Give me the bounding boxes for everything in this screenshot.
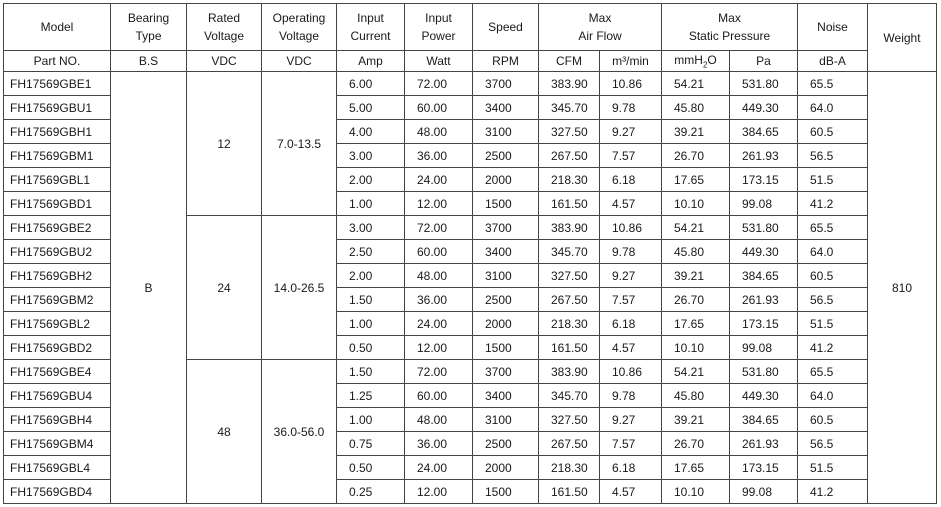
cell-m3-min: 9.78	[600, 240, 662, 264]
unit-operating-voltage: VDC	[262, 51, 337, 72]
cell-noise: 60.5	[798, 408, 868, 432]
cell-pa: 261.93	[730, 144, 798, 168]
cell-m3-min: 6.18	[600, 456, 662, 480]
cell-cfm: 345.70	[539, 96, 600, 120]
cell-part-no: FH17569GBD1	[4, 192, 111, 216]
cell-speed: 2000	[473, 168, 539, 192]
cell-rated-voltage: 12	[187, 72, 262, 216]
unit-part-no: Part NO.	[4, 51, 111, 72]
cell-speed: 1500	[473, 480, 539, 504]
cell-pa: 261.93	[730, 432, 798, 456]
cell-part-no: FH17569GBD2	[4, 336, 111, 360]
header-model: Model	[4, 4, 111, 51]
cell-input-current: 0.50	[337, 336, 405, 360]
cell-part-no: FH17569GBE4	[4, 360, 111, 384]
cell-rated-voltage: 24	[187, 216, 262, 360]
cell-cfm: 327.50	[539, 264, 600, 288]
cell-input-current: 3.00	[337, 216, 405, 240]
cell-cfm: 267.50	[539, 432, 600, 456]
cell-m3-min: 10.86	[600, 216, 662, 240]
cell-part-no: FH17569GBU1	[4, 96, 111, 120]
cell-noise: 56.5	[798, 144, 868, 168]
cell-pa: 384.65	[730, 120, 798, 144]
cell-mmh2o: 10.10	[662, 192, 730, 216]
cell-speed: 3100	[473, 264, 539, 288]
cell-input-power: 36.00	[405, 288, 473, 312]
cell-input-current: 1.00	[337, 312, 405, 336]
cell-input-current: 0.25	[337, 480, 405, 504]
cell-cfm: 345.70	[539, 240, 600, 264]
cell-bearing-type: B	[111, 72, 187, 504]
cell-m3-min: 4.57	[600, 336, 662, 360]
cell-operating-voltage: 14.0-26.5	[262, 216, 337, 360]
cell-input-power: 48.00	[405, 120, 473, 144]
cell-speed: 3400	[473, 96, 539, 120]
cell-speed: 2500	[473, 144, 539, 168]
cell-cfm: 161.50	[539, 192, 600, 216]
cell-speed: 3400	[473, 384, 539, 408]
cell-noise: 65.5	[798, 72, 868, 96]
cell-cfm: 218.30	[539, 312, 600, 336]
unit-speed: RPM	[473, 51, 539, 72]
cell-input-power: 36.00	[405, 144, 473, 168]
cell-m3-min: 6.18	[600, 168, 662, 192]
unit-power: Watt	[405, 51, 473, 72]
cell-input-power: 24.00	[405, 312, 473, 336]
cell-noise: 51.5	[798, 456, 868, 480]
cell-speed: 3100	[473, 120, 539, 144]
cell-noise: 41.2	[798, 336, 868, 360]
cell-m3-min: 9.27	[600, 264, 662, 288]
cell-cfm: 383.90	[539, 72, 600, 96]
header-weight: Weight	[868, 4, 937, 72]
unit-m3-min: m³/min	[600, 51, 662, 72]
header-operating-voltage: Operating Voltage	[262, 4, 337, 51]
cell-part-no: FH17569GBH2	[4, 264, 111, 288]
cell-input-power: 60.00	[405, 96, 473, 120]
cell-input-current: 2.00	[337, 264, 405, 288]
unit-mmh2o-sub: 2	[702, 60, 708, 70]
cell-pa: 261.93	[730, 288, 798, 312]
cell-mmh2o: 45.80	[662, 384, 730, 408]
cell-input-current: 0.75	[337, 432, 405, 456]
cell-pa: 531.80	[730, 360, 798, 384]
cell-input-current: 1.50	[337, 288, 405, 312]
cell-cfm: 327.50	[539, 120, 600, 144]
cell-pa: 384.65	[730, 408, 798, 432]
cell-cfm: 161.50	[539, 480, 600, 504]
cell-speed: 3700	[473, 216, 539, 240]
unit-current: Amp	[337, 51, 405, 72]
cell-part-no: FH17569GBE1	[4, 72, 111, 96]
cell-cfm: 267.50	[539, 144, 600, 168]
cell-pa: 384.65	[730, 264, 798, 288]
cell-noise: 51.5	[798, 312, 868, 336]
cell-mmh2o: 26.70	[662, 432, 730, 456]
cell-mmh2o: 17.65	[662, 168, 730, 192]
cell-mmh2o: 45.80	[662, 96, 730, 120]
cell-input-current: 5.00	[337, 96, 405, 120]
cell-pa: 173.15	[730, 456, 798, 480]
cell-input-power: 60.00	[405, 384, 473, 408]
unit-mmh2o-a: mmH	[674, 52, 703, 67]
cell-speed: 1500	[473, 192, 539, 216]
cell-speed: 3700	[473, 360, 539, 384]
cell-input-current: 1.00	[337, 192, 405, 216]
cell-part-no: FH17569GBL4	[4, 456, 111, 480]
cell-speed: 2500	[473, 432, 539, 456]
cell-mmh2o: 10.10	[662, 480, 730, 504]
cell-cfm: 383.90	[539, 360, 600, 384]
cell-input-power: 12.00	[405, 192, 473, 216]
cell-cfm: 161.50	[539, 336, 600, 360]
cell-cfm: 383.90	[539, 216, 600, 240]
cell-speed: 3700	[473, 72, 539, 96]
cell-mmh2o: 10.10	[662, 336, 730, 360]
cell-input-power: 72.00	[405, 216, 473, 240]
cell-input-power: 12.00	[405, 480, 473, 504]
unit-mmh2o	[662, 51, 730, 72]
units-row	[4, 51, 937, 72]
header-noise: Noise	[798, 4, 868, 51]
cell-noise: 64.0	[798, 240, 868, 264]
unit-bearing: B.S	[111, 51, 187, 72]
cell-m3-min: 9.78	[600, 384, 662, 408]
cell-input-power: 60.00	[405, 240, 473, 264]
cell-input-power: 24.00	[405, 168, 473, 192]
cell-noise: 65.5	[798, 360, 868, 384]
header-input-current: Input Current	[337, 4, 405, 51]
cell-m3-min: 9.27	[600, 408, 662, 432]
cell-noise: 60.5	[798, 264, 868, 288]
cell-m3-min: 7.57	[600, 144, 662, 168]
cell-input-power: 24.00	[405, 456, 473, 480]
cell-part-no: FH17569GBL1	[4, 168, 111, 192]
cell-noise: 64.0	[798, 384, 868, 408]
cell-noise: 51.5	[798, 168, 868, 192]
header-input-power: Input Power	[405, 4, 473, 51]
cell-mmh2o: 17.65	[662, 312, 730, 336]
cell-m3-min: 7.57	[600, 432, 662, 456]
cell-m3-min: 6.18	[600, 312, 662, 336]
cell-mmh2o: 17.65	[662, 456, 730, 480]
cell-input-current: 0.50	[337, 456, 405, 480]
cell-pa: 173.15	[730, 168, 798, 192]
unit-rated-voltage: VDC	[187, 51, 262, 72]
cell-part-no: FH17569GBD4	[4, 480, 111, 504]
cell-pa: 99.08	[730, 192, 798, 216]
cell-noise: 64.0	[798, 96, 868, 120]
cell-input-current: 1.25	[337, 384, 405, 408]
cell-weight: 810	[868, 72, 937, 504]
cell-input-power: 12.00	[405, 336, 473, 360]
cell-input-current: 4.00	[337, 120, 405, 144]
cell-pa: 173.15	[730, 312, 798, 336]
header-max-static-pressure: Max Static Pressure	[662, 4, 798, 51]
cell-part-no: FH17569GBH1	[4, 120, 111, 144]
cell-pa: 449.30	[730, 384, 798, 408]
cell-pa: 531.80	[730, 72, 798, 96]
cell-input-power: 36.00	[405, 432, 473, 456]
cell-speed: 1500	[473, 336, 539, 360]
header-row	[4, 4, 937, 51]
cell-input-current: 1.00	[337, 408, 405, 432]
cell-cfm: 218.30	[539, 168, 600, 192]
cell-noise: 41.2	[798, 480, 868, 504]
cell-pa: 531.80	[730, 216, 798, 240]
cell-cfm: 327.50	[539, 408, 600, 432]
cell-input-power: 48.00	[405, 264, 473, 288]
header-bearing-type: Bearing Type	[111, 4, 187, 51]
unit-noise: dB-A	[798, 51, 868, 72]
cell-input-current: 2.50	[337, 240, 405, 264]
cell-mmh2o: 39.21	[662, 264, 730, 288]
cell-m3-min: 4.57	[600, 192, 662, 216]
cell-part-no: FH17569GBH4	[4, 408, 111, 432]
cell-speed: 3100	[473, 408, 539, 432]
cell-cfm: 218.30	[539, 456, 600, 480]
cell-noise: 65.5	[798, 216, 868, 240]
cell-mmh2o: 39.21	[662, 120, 730, 144]
unit-cfm: CFM	[539, 51, 600, 72]
cell-operating-voltage: 36.0-56.0	[262, 360, 337, 504]
cell-input-current: 3.00	[337, 144, 405, 168]
cell-speed: 3400	[473, 240, 539, 264]
cell-pa: 99.08	[730, 480, 798, 504]
unit-pa: Pa	[730, 51, 798, 72]
cell-speed: 2000	[473, 456, 539, 480]
cell-input-power: 48.00	[405, 408, 473, 432]
cell-m3-min: 9.27	[600, 120, 662, 144]
cell-pa: 99.08	[730, 336, 798, 360]
cell-operating-voltage: 7.0-13.5	[262, 72, 337, 216]
cell-cfm: 267.50	[539, 288, 600, 312]
cell-part-no: FH17569GBM4	[4, 432, 111, 456]
cell-rated-voltage: 48	[187, 360, 262, 504]
cell-input-current: 6.00	[337, 72, 405, 96]
table-body	[4, 72, 937, 504]
cell-input-power: 72.00	[405, 360, 473, 384]
cell-m3-min: 4.57	[600, 480, 662, 504]
cell-mmh2o: 39.21	[662, 408, 730, 432]
cell-m3-min: 7.57	[600, 288, 662, 312]
cell-m3-min: 10.86	[600, 360, 662, 384]
cell-part-no: FH17569GBU2	[4, 240, 111, 264]
cell-mmh2o: 26.70	[662, 288, 730, 312]
cell-noise: 41.2	[798, 192, 868, 216]
cell-input-current: 2.00	[337, 168, 405, 192]
cell-part-no: FH17569GBM1	[4, 144, 111, 168]
header-speed: Speed	[473, 4, 539, 51]
cell-m3-min: 9.78	[600, 96, 662, 120]
cell-noise: 56.5	[798, 288, 868, 312]
cell-mmh2o: 54.21	[662, 72, 730, 96]
table-row	[4, 72, 937, 96]
cell-part-no: FH17569GBM2	[4, 288, 111, 312]
unit-mmh2o-b: O	[707, 52, 717, 67]
cell-pa: 449.30	[730, 96, 798, 120]
cell-cfm: 345.70	[539, 384, 600, 408]
cell-part-no: FH17569GBE2	[4, 216, 111, 240]
cell-mmh2o: 54.21	[662, 216, 730, 240]
cell-pa: 449.30	[730, 240, 798, 264]
header-max-air-flow: Max Air Flow	[539, 4, 662, 51]
cell-input-current: 1.50	[337, 360, 405, 384]
cell-mmh2o: 54.21	[662, 360, 730, 384]
cell-part-no: FH17569GBL2	[4, 312, 111, 336]
cell-speed: 2500	[473, 288, 539, 312]
fan-spec-table	[3, 3, 937, 504]
header-rated-voltage: Rated Voltage	[187, 4, 262, 51]
cell-speed: 2000	[473, 312, 539, 336]
cell-noise: 60.5	[798, 120, 868, 144]
cell-mmh2o: 26.70	[662, 144, 730, 168]
cell-m3-min: 10.86	[600, 72, 662, 96]
cell-part-no: FH17569GBU4	[4, 384, 111, 408]
cell-input-power: 72.00	[405, 72, 473, 96]
cell-mmh2o: 45.80	[662, 240, 730, 264]
cell-noise: 56.5	[798, 432, 868, 456]
